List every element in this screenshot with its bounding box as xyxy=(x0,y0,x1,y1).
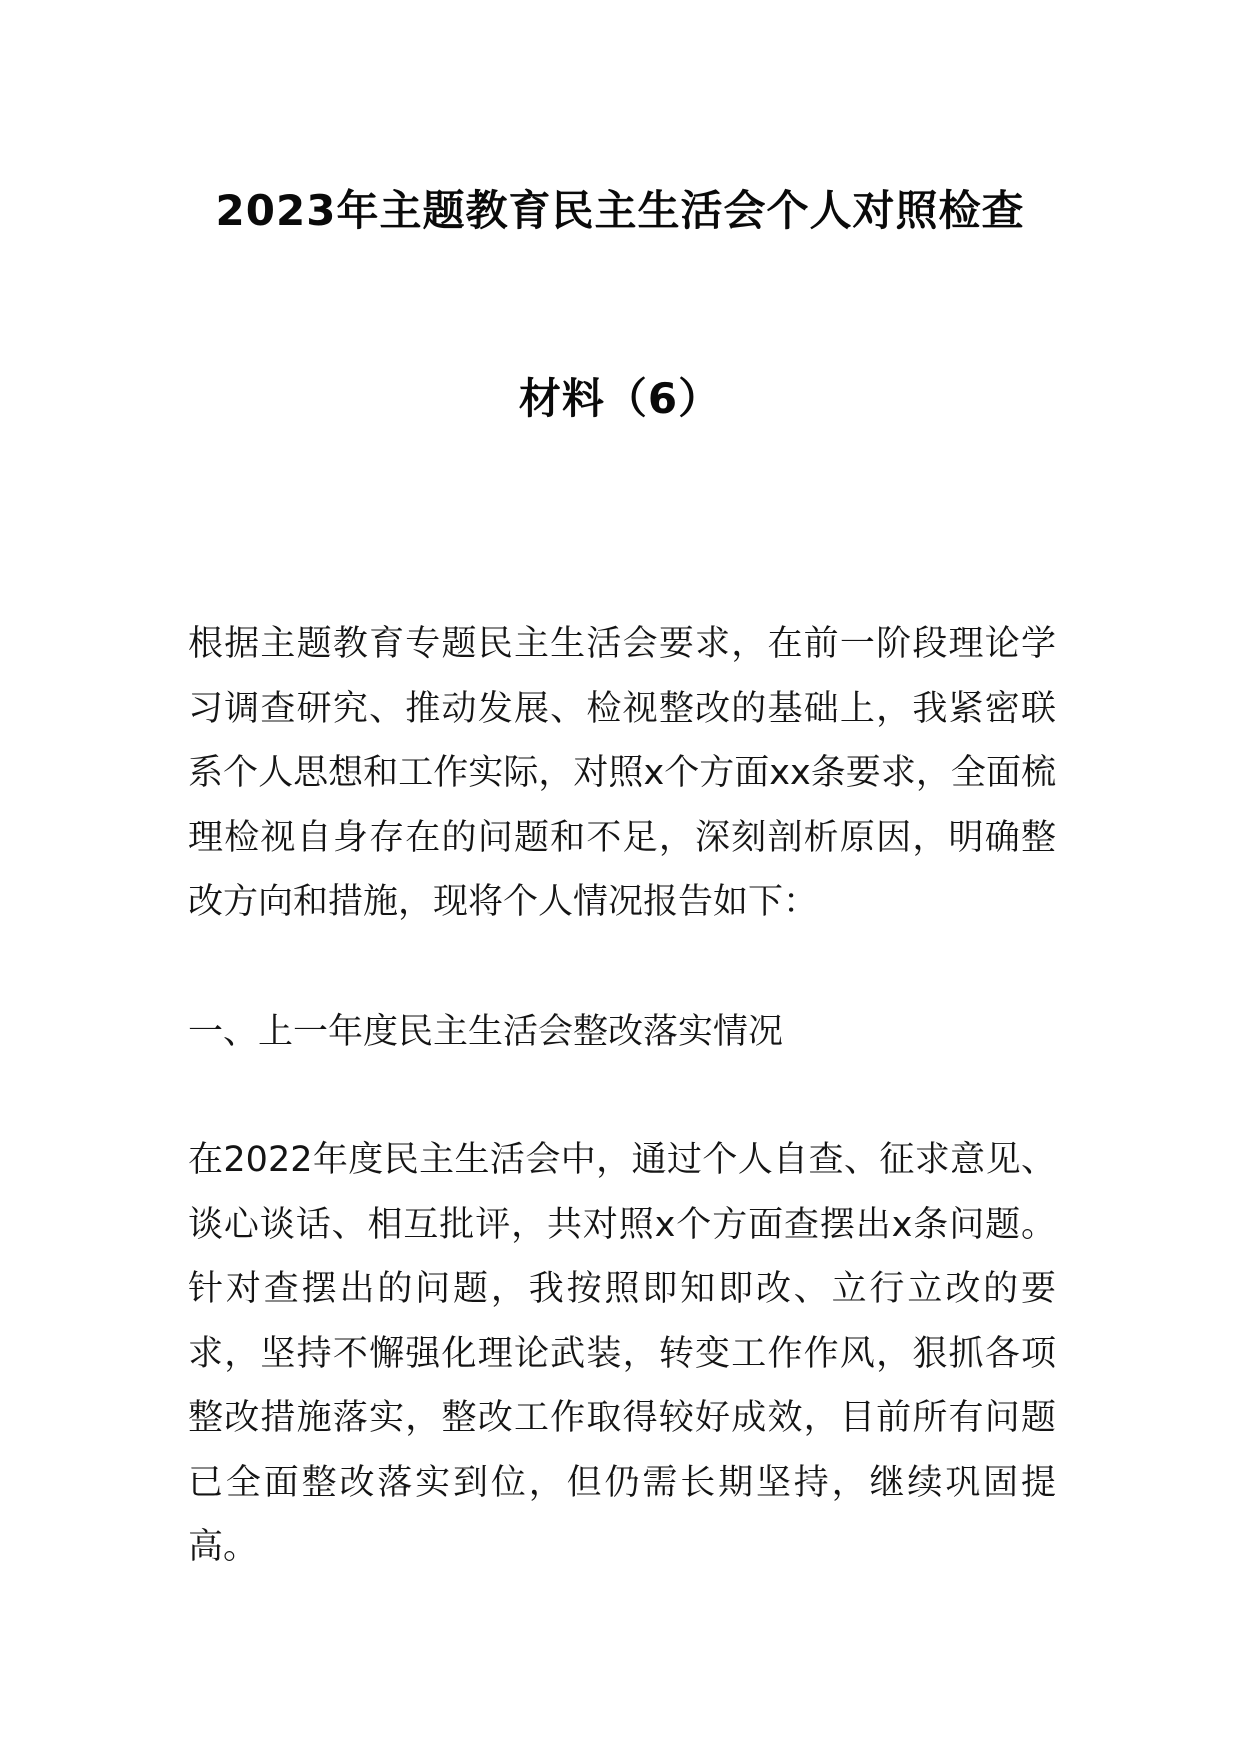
document-title-line-1: 2023年主题教育民主生活会个人对照检查 xyxy=(215,186,1025,235)
document-title-line-2: 材料（6） xyxy=(518,374,722,423)
section-heading: 一、上一年度民主生活会整改落实情况 xyxy=(188,1012,784,1052)
section-paragraph: 在2022年度民主生活会中，通过个人自查、征求意见、谈心谈话、相互批评，共对照x个方面查摆出x条问题。针对查摆出的问题，我按照即知即改、立行立改的要求，坚持不懈强化理论武装，转变工作作风，狠抓各项整改措施落实，整改工作取得较好成效，目前所有问题已全面整改落实到位，但仍需长期坚持，继续巩固提高。 xyxy=(188,1140,1056,1567)
intro-paragraph: 根据主题教育专题民主生活会要求，在前一阶段理论学习调查研究、推动发展、检视整改的基础上，我紧密联系个人思想和工作实际，对照x个方面xx条要求，全面梳理检视自身存在的问题和不足，深刻剖析原因，明确整改方向和措施，现将个人情况报告如下： xyxy=(188,624,1056,922)
